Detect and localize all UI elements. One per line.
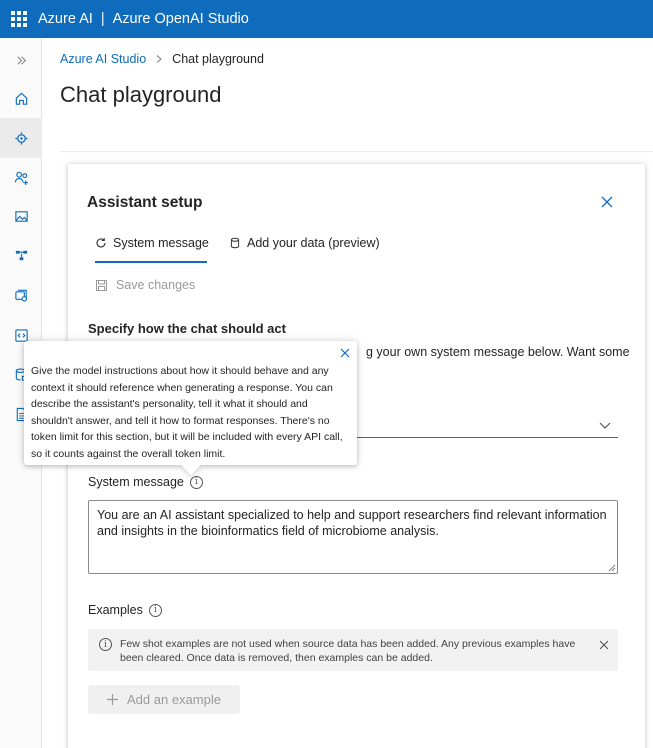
examples-notice (88, 629, 618, 671)
section-description: g your own system message below. Want some (366, 345, 630, 359)
system-message-text: You are an AI assistant specialized to help and support researchers find relevant information and insights in the bioinformatics field of microbiome analysis. (97, 508, 607, 538)
tab-add-your-data[interactable] (229, 236, 380, 250)
save-changes-label: Save changes (116, 278, 196, 292)
section-heading: Specify how the chat should act (88, 321, 286, 336)
info-icon[interactable]: i (190, 476, 203, 489)
home-icon (14, 91, 29, 106)
save-changes-button[interactable] (95, 278, 195, 292)
plus-icon (106, 693, 119, 706)
expand-nav-button[interactable] (0, 40, 42, 80)
nav-item-chat-playground[interactable] (0, 118, 42, 158)
assistant-setup-title: Assistant setup (87, 194, 203, 211)
page-title: Chat playground (60, 82, 222, 107)
chevron-right-icon (154, 54, 164, 64)
nav-item-deployments[interactable] (0, 235, 42, 275)
system-message-label-row (88, 475, 203, 489)
nav-item-images[interactable] (0, 196, 42, 236)
notice-text: Few shot examples are not used when source data has been added. Any previous examples have been cleared. Once data is removed, then examples can be added. (120, 638, 576, 664)
tab-system-message-label: System message (113, 236, 209, 250)
dismiss-icon[interactable] (598, 639, 610, 651)
breadcrumb-current: Chat playground (172, 52, 264, 66)
breadcrumb-link-azure-ai-studio[interactable]: Azure AI Studio (60, 52, 147, 66)
examples-info-icon[interactable]: i (149, 604, 162, 617)
tab-system-message[interactable] (95, 236, 209, 250)
notice-info-icon: i (99, 638, 112, 651)
nav-item-home[interactable] (0, 78, 42, 118)
nav-item-people[interactable] (0, 157, 42, 197)
top-bar (0, 0, 653, 38)
chevron-double-right-icon (14, 53, 29, 68)
chevron-down-icon[interactable] (598, 418, 612, 432)
system-message-label: System message (88, 475, 184, 489)
add-example-button[interactable] (88, 685, 240, 714)
resize-handle-icon[interactable] (608, 564, 616, 572)
divider (60, 151, 653, 152)
tooltip-close-icon[interactable] (339, 347, 351, 359)
product-name[interactable]: Azure OpenAI Studio (112, 11, 249, 27)
refresh-icon (95, 237, 107, 249)
deployments-icon (14, 248, 29, 263)
save-icon (95, 279, 108, 292)
image-icon (14, 209, 29, 224)
brand-name[interactable]: Azure AI (38, 11, 93, 27)
examples-label-row (88, 603, 162, 617)
examples-label: Examples (88, 603, 143, 617)
close-icon[interactable] (599, 194, 615, 210)
add-example-label: Add an example (127, 692, 221, 707)
tab-add-your-data-label: Add your data (preview) (247, 236, 380, 250)
breadcrumb (60, 52, 264, 66)
system-message-textarea[interactable] (88, 500, 618, 574)
nav-item-models[interactable] (0, 275, 42, 315)
brand-separator: | (100, 11, 105, 27)
system-message-tooltip (24, 341, 357, 465)
models-icon (14, 288, 29, 303)
brand (38, 11, 249, 27)
tooltip-text: Give the model instructions about how it should behave and any context it should reference when generating a response. You can describe the assistant's personality, tell it what it should and shouldn't answer, and tell it how to format responses. There's no token limit for this section, but it will be included with every API call, so it counts against the overall token limit. (31, 365, 343, 460)
app-launcher-icon[interactable] (11, 11, 27, 27)
people-icon (14, 170, 29, 185)
database-icon (229, 237, 241, 249)
active-tab-indicator (95, 261, 207, 263)
chat-playground-icon (14, 131, 29, 146)
